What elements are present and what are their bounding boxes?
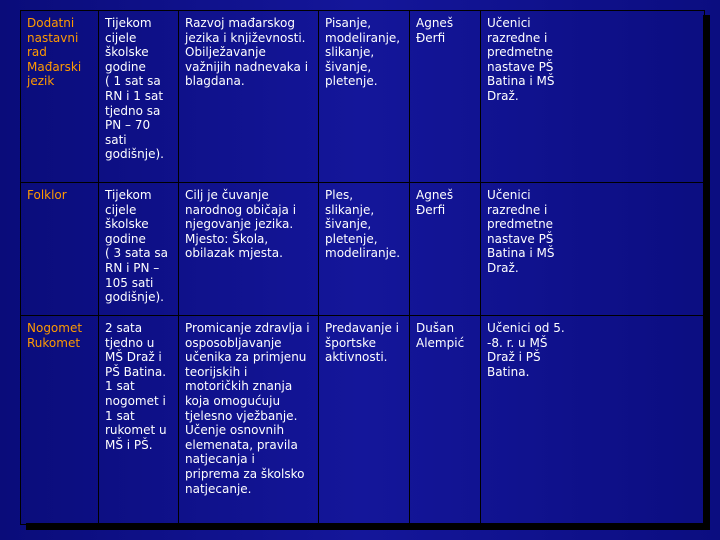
schedule-text: Tijekom cijele školske godine ( 1 sat sa RN i 1 sat tjedno sa PN – 70 sati godišnje). xyxy=(105,16,164,162)
participants-cell xyxy=(481,316,705,525)
methods-text: Pisanje, modeliranje, slikanje, šivanje, pletenje. xyxy=(325,16,401,89)
goals-text: Cilj je čuvanje narodnog običaja i njegovanje jezika. Mjesto: Škola, obilazak mjesta. xyxy=(185,188,297,261)
schedule-text: Tijekom cijele školske godine ( 3 sata sa RN i PN – 105 sati godišnje). xyxy=(105,188,169,305)
schedule-cell xyxy=(99,316,179,525)
participants-text: Učenici razredne i predmetne nastave PŠ Batina i MŠ Draž. xyxy=(487,16,555,103)
leader-name: Dušan Alempić xyxy=(416,321,465,350)
participants-cell xyxy=(481,183,705,316)
table-row xyxy=(21,316,705,525)
methods-text: Predavanje i športske aktivnosti. xyxy=(325,321,399,365)
methods-cell xyxy=(319,316,410,525)
activity-name: Dodatni nastavni rad Mađarski jezik xyxy=(27,16,82,89)
goals-cell xyxy=(179,11,319,183)
methods-text: Ples, slikanje, šivanje, pletenje, modeliranje. xyxy=(325,188,401,261)
table-row xyxy=(21,183,705,316)
methods-cell xyxy=(319,183,410,316)
schedule-cell xyxy=(99,183,179,316)
leader-name: Agneš Đerfi xyxy=(416,16,454,45)
schedule-text: 2 sata tjedno u MŠ Draž i PŠ Batina. 1 sat nogomet i 1 sat rukomet u MŠ i PŠ. xyxy=(105,321,167,452)
activity-plan-table xyxy=(20,10,705,525)
activity-name-cell xyxy=(21,183,99,316)
goals-cell xyxy=(179,183,319,316)
schedule-cell xyxy=(99,11,179,183)
goals-cell xyxy=(179,316,319,525)
activity-name: Nogomet Rukomet xyxy=(27,321,83,350)
leader-name: Agneš Đerfi xyxy=(416,188,454,217)
leader-cell xyxy=(410,316,481,525)
participants-cell xyxy=(481,11,705,183)
leader-cell xyxy=(410,183,481,316)
goals-text: Promicanje zdravlja i osposobljavanje učenika za primjenu teorijskih i motoričkih znanja koja omogućuju tjelesno vježbanje. Učenje osnovnih elemenata, pravila natjecanja i priprema za školsko natjecanje. xyxy=(185,321,310,496)
activity-name-cell xyxy=(21,316,99,525)
table-row xyxy=(21,11,705,183)
activity-name-cell xyxy=(21,11,99,183)
goals-text: Razvoj mađarskog jezika i književnosti. Obilježavanje važnijih nadnevaka i blagdana. xyxy=(185,16,309,89)
participants-text: Učenici od 5. -8. r. u MŠ Draž i PŠ Batina. xyxy=(487,321,565,379)
activity-name: Folklor xyxy=(27,188,67,202)
leader-cell xyxy=(410,11,481,183)
participants-text: Učenici razredne i predmetne nastave PŠ Batina i MŠ Draž. xyxy=(487,188,555,275)
methods-cell xyxy=(319,11,410,183)
